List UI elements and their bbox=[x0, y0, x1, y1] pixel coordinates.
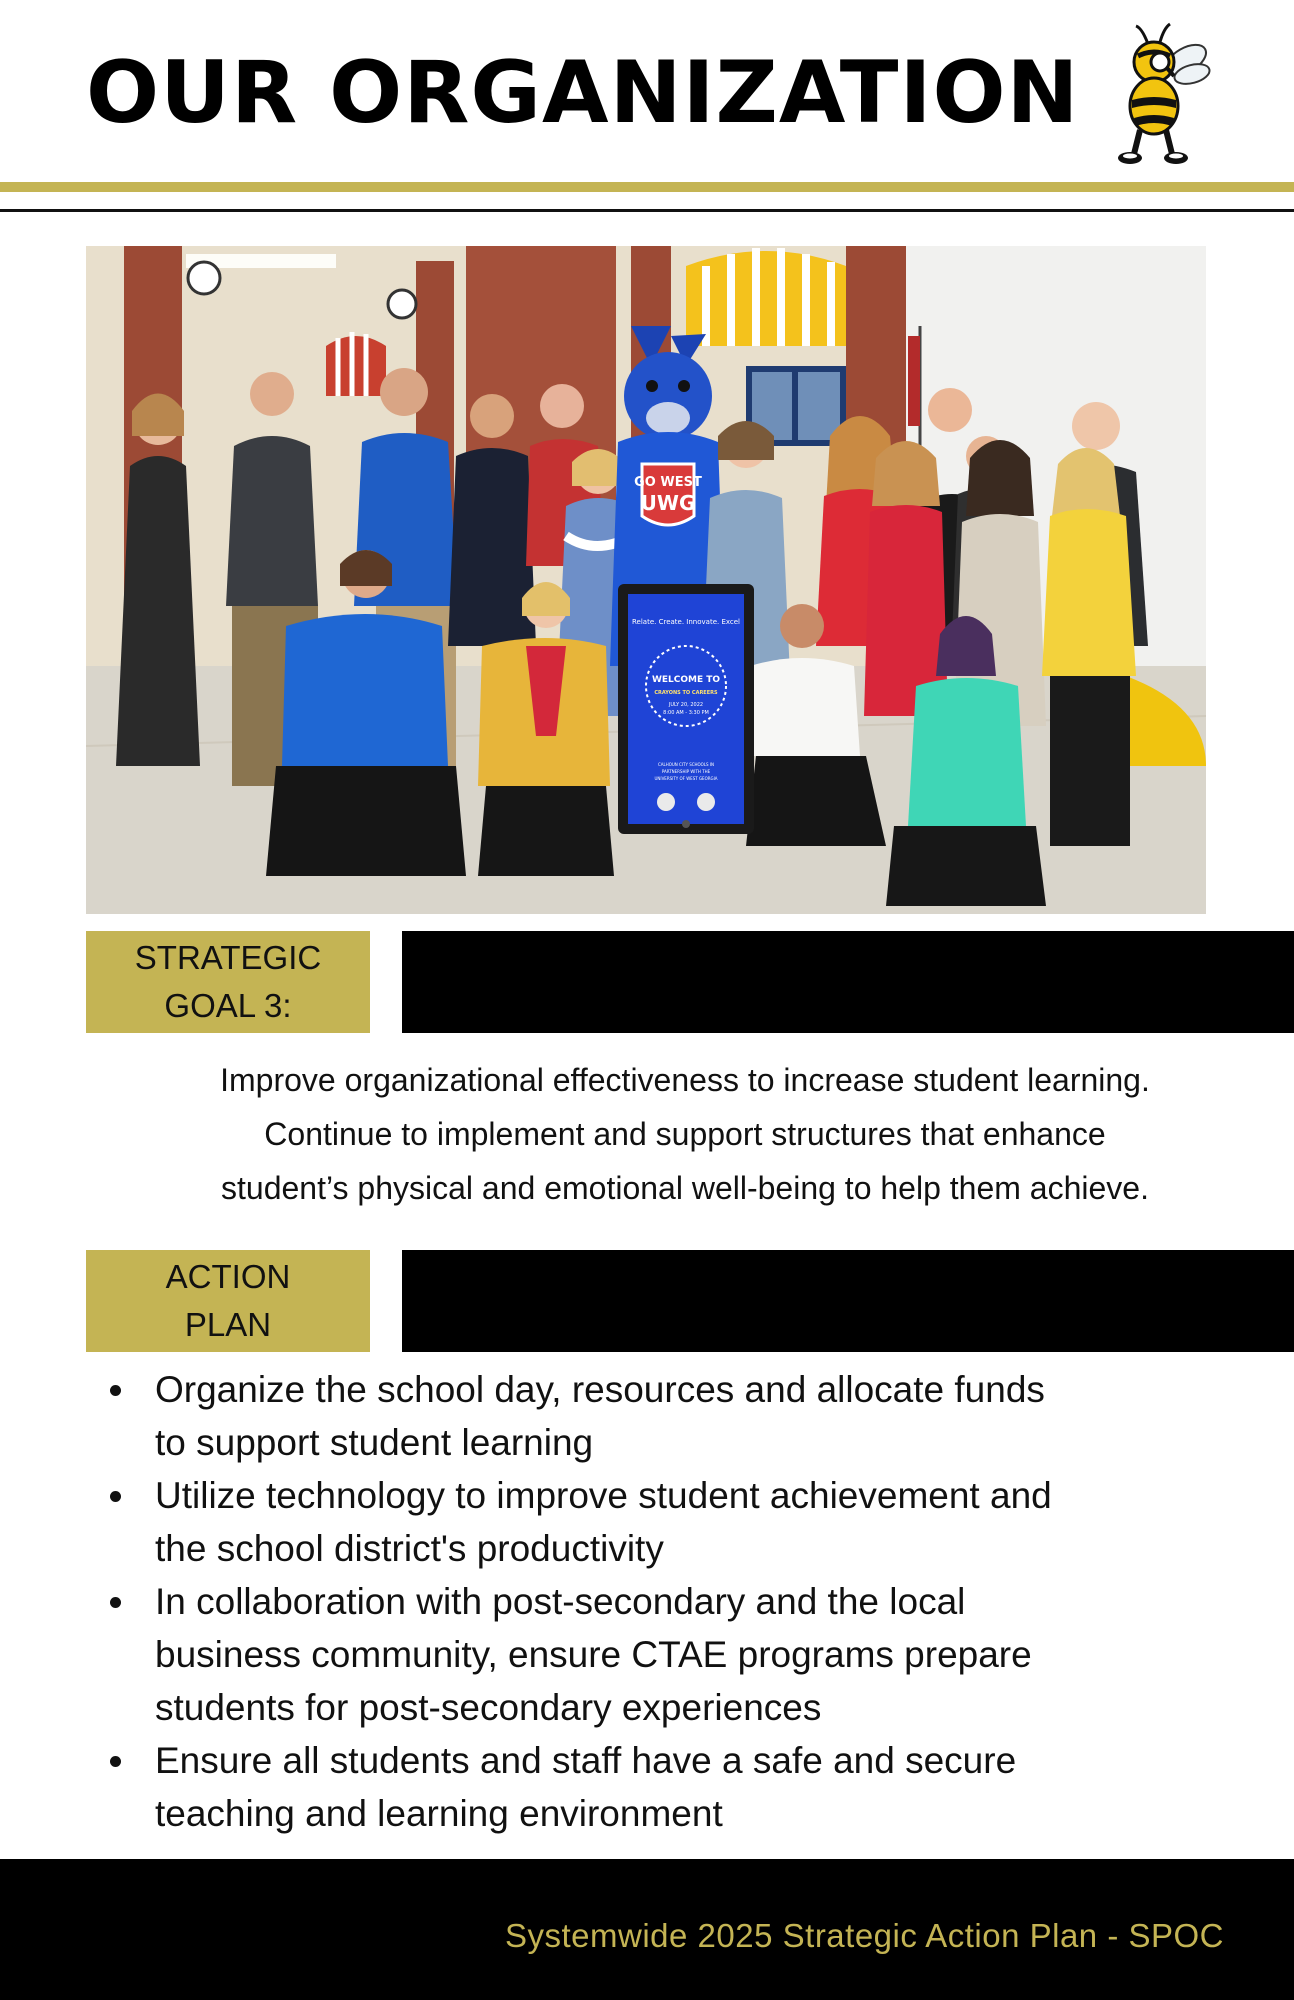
goal-text-line: Continue to implement and support structures that enhance bbox=[264, 1116, 1106, 1152]
action-item-line: students for post-secondary experiences bbox=[155, 1687, 822, 1728]
header-gold-rule bbox=[0, 182, 1294, 192]
action-item-line: to support student learning bbox=[155, 1422, 594, 1463]
action-plan-label-line2: PLAN bbox=[184, 1306, 272, 1343]
goal-text-line: Improve organizational effectiveness to increase student learning. bbox=[220, 1062, 1150, 1098]
header-black-rule bbox=[0, 209, 1294, 212]
sign-time: 8:00 AM - 3:30 PM bbox=[663, 710, 709, 716]
action-item-line: Organize the school day, resources and allocate funds bbox=[155, 1369, 1045, 1410]
action-item bbox=[108, 1469, 1228, 1575]
strategic-goal-label-line1: STRATEGIC bbox=[134, 939, 322, 976]
footer-band bbox=[0, 1859, 1294, 2000]
strategic-goal-label bbox=[86, 931, 370, 1033]
footer-text: Systemwide 2025 Strategic Action Plan - SPOC bbox=[505, 1917, 1224, 1954]
sign-footer-3: UNIVERSITY OF WEST GEORGIA bbox=[654, 776, 718, 781]
action-plan-label bbox=[86, 1250, 370, 1352]
action-plan-label-line1: ACTION bbox=[165, 1258, 291, 1295]
sign-tagline: Relate. Create. Innovate. Excel bbox=[632, 618, 740, 626]
action-item-line: the school district's productivity bbox=[155, 1528, 664, 1569]
action-item bbox=[108, 1363, 1228, 1469]
goal-text-line: student’s physical and emotional well-being to help them achieve. bbox=[221, 1170, 1149, 1206]
strategic-goal-label-line2: GOAL 3: bbox=[164, 987, 292, 1024]
action-plan-bar bbox=[402, 1250, 1294, 1352]
sign-footer-1: CALHOUN CITY SCHOOLS IN bbox=[657, 762, 715, 767]
sign-date: JULY 20, 2022 bbox=[668, 702, 704, 708]
action-item-line: Utilize technology to improve student achievement and bbox=[155, 1475, 1052, 1516]
strategic-goal-text bbox=[110, 1053, 1260, 1215]
action-item bbox=[108, 1575, 1228, 1734]
action-item bbox=[108, 1734, 1228, 1840]
action-item-line: In collaboration with post-secondary and the local bbox=[155, 1581, 966, 1622]
action-item-line: Ensure all students and staff have a safe and secure bbox=[155, 1740, 1017, 1781]
group-photo bbox=[86, 246, 1206, 914]
sign-footer-2: PARTNERSHIP WITH THE bbox=[661, 769, 711, 774]
yellow-jacket-mascot-icon bbox=[1108, 22, 1218, 172]
strategic-goal-bar bbox=[402, 931, 1294, 1033]
sign-heading-2: CRAYONS TO CAREERS bbox=[654, 690, 718, 696]
action-item-line: teaching and learning environment bbox=[155, 1793, 723, 1834]
action-plan-list bbox=[108, 1363, 1228, 1840]
mascot-shirt-top: GO WEST bbox=[634, 475, 702, 490]
page-title: OUR ORGANIZATION bbox=[86, 43, 1080, 143]
mascot-shirt-bottom: UWG bbox=[640, 491, 696, 515]
action-item-line: business community, ensure CTAE programs prepare bbox=[155, 1634, 1032, 1675]
sign-heading-1: WELCOME TO bbox=[651, 675, 721, 685]
